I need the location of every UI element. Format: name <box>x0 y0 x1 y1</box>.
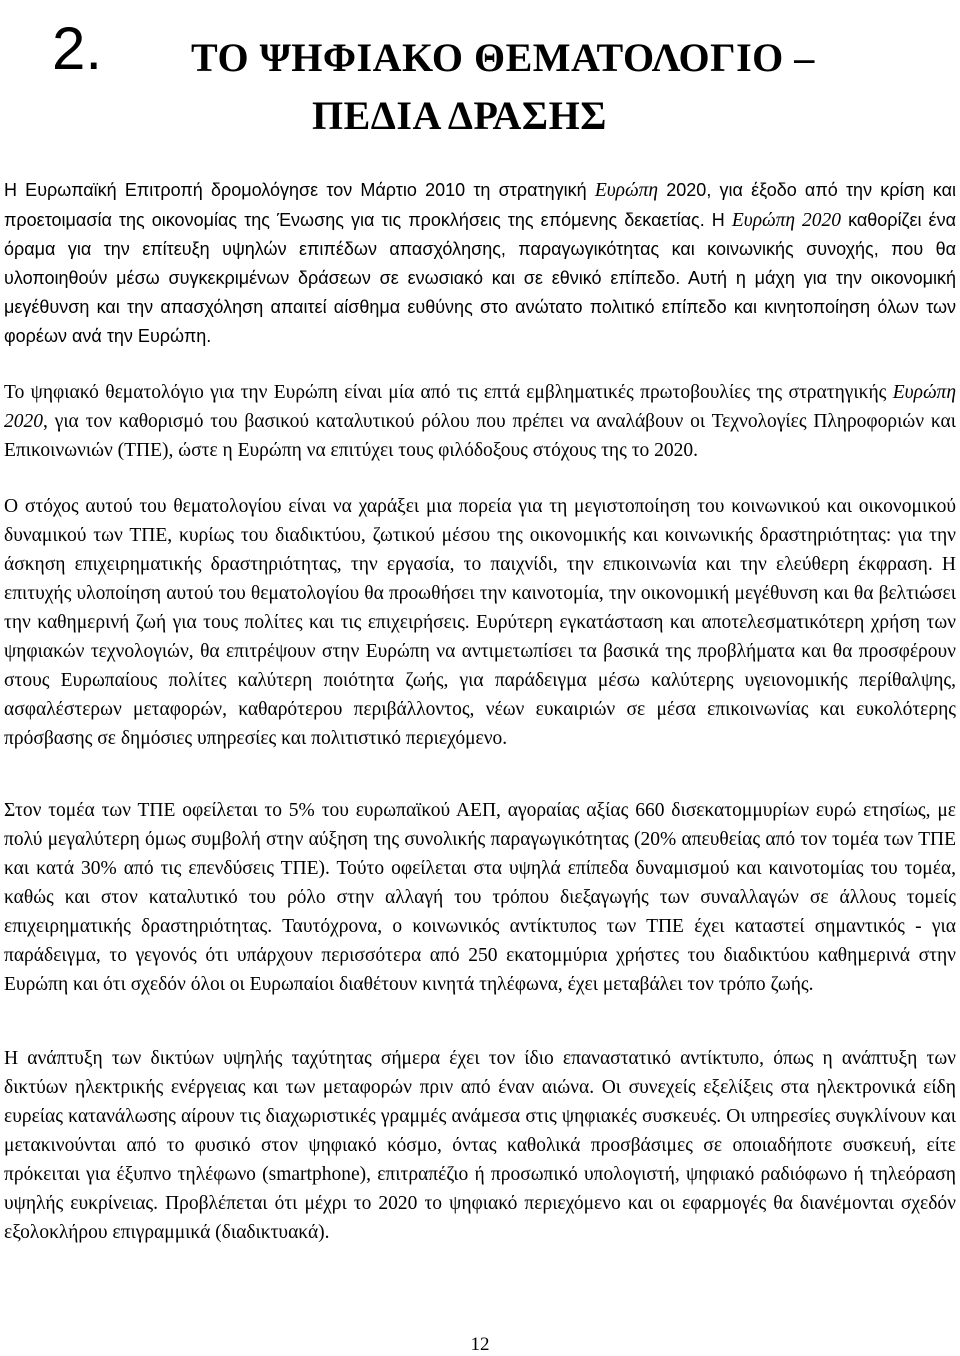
paragraph-2-emphasis: Ευρώπη 2020 <box>4 382 956 432</box>
paragraph-1-part-b: 2020, για έξοδο από την κρίση και προετοιμασία της οικονομίας της Ένωσης για τις προκλήσεις της επόμενης δεκαετίας. Η <box>4 180 956 230</box>
chapter-heading <box>52 14 952 138</box>
chapter-title-line-2: ΠΕΔΙΑ ΔΡΑΣΗΣ <box>312 93 607 138</box>
paragraph-1-emphasis-b: Ευρώπη 2020 <box>731 209 842 231</box>
paragraph-1-emphasis-a: Ευρώπη <box>594 180 659 201</box>
paragraph-5: Η ανάπτυξη των δικτύων υψηλής ταχύτητας σήμερα έχει τον ίδιο επαναστατικό αντίκτυπο, όπως η ανάπτυξη των δικτύων ηλεκτρικής ενέργειας και των μεταφορών πριν από έναν αιώνα. Οι συνεχείς εξελίξεις στα ηλεκτρονικά είδη ευρείας κατανάλωσης αίρουν τις διαχωριστικές γραμμές ανάμεσα στις ψηφιακές συσκευές. Οι υπηρεσίες συγκλίνουν και μετακινούνται από το φυσικό στον ψηφιακό κόσμο, όντας καθολικά προσβάσιμες σε οποιαδήποτε συσκευή, είτε πρόκειται για έξυπνο τηλέφωνο (smartphone), επιτραπέζιο ή προσωπικό υπολογιστή, ψηφιακό ραδιόφωνο ή τηλεόραση υψηλής ευκρίνειας. Προβλέπεται ότι μέχρι το 2020 το ψηφιακό περιεχόμενο και οι εφαρμογές θα διανέμονται σχεδόν εξολοκλήρου επιγραμμικά (διαδικτυακά). <box>4 1048 956 1243</box>
paragraph-2-part-b: , για τον καθορισμό του βασικού καταλυτικού ρόλου που πρέπει να αναλάβουν οι Τεχνολογίες Πληροφοριών και Επικοινωνιών (ΤΠΕ), ώστε η Ευρώπη να επιτύχει τους φιλόδοξους στόχους της το 2020. <box>4 411 956 461</box>
paragraph-1-part-c: καθορίζει ένα όραμα για την επίτευξη υψηλών επιπέδων απασχόλησης, παραγωγικότητας και κοινωνικής συνοχής, που θα υλοποιηθούν μέσω συγκεκριμένων δράσεων σε ενωσιακό και σε εθνικό επίπεδο. Αυτή η μάχη για την οικονομική μεγέθυνση και την απασχόληση απαιτεί αίσθημα ευθύνης στο ανώτατο πολιτικό επίπεδο και κινητοποίηση όλων των φορέων ανά την Ευρώπη. <box>4 209 956 346</box>
chapter-number: 2. <box>52 15 103 82</box>
page-number: 12 <box>470 1334 490 1355</box>
chapter-title-line-1: ΤΟ ΨΗΦΙΑΚΟ ΘΕΜΑΤΟΛΟΓΙΟ – <box>191 35 815 80</box>
paragraph-2-part-a: Το ψηφιακό θεματολόγιο για την Ευρώπη είναι μία από τις επτά εμβληματικές πρωτοβουλίες της στρατηγικής <box>4 382 893 403</box>
paragraph-2 <box>4 378 956 465</box>
paragraph-1-part-a: Η Ευρωπαϊκή Επιτροπή δρομολόγησε τον Μάρτιο 2010 τη στρατηγική <box>4 180 595 200</box>
paragraph-4: Στον τομέα των ΤΠΕ οφείλεται το 5% του ευρωπαϊκού ΑΕΠ, αγοραίας αξίας 660 δισεκατομμυρίων ευρώ ετησίως, με πολύ μεγαλύτερη όμως συμβολή στην αύξηση της συνολικής παραγωγικότητας (20% απευθείας από τον τομέα των ΤΠΕ και κατά 30% από τις επενδύσεις ΤΠΕ). Τούτο οφείλεται στα υψηλά επίπεδα δυναμισμού και καινοτομίας του τομέα, καθώς και στον καταλυτικό του ρόλο στην αλλαγή του τρόπου διεξαγωγής των συναλλαγών σε άλλους τομείς επιχειρηματικής δραστηριότητας. Ταυτόχρονα, ο κοινωνικός αντίκτυπος των ΤΠΕ έχει καταστεί σημαντικός - για παράδειγμα, το γεγονός ότι υπάρχουν περισσότερα από 250 εκατομμύρια χρήστες του διαδικτύου καθημερινά στην Ευρώπη και ότι σχεδόν όλοι οι Ευρωπαίοι διαθέτουν κινητά τηλέφωνα, έχει μεταβάλει τον τρόπο ζωής. <box>4 800 956 995</box>
paragraph-1 <box>4 176 956 350</box>
paragraph-3: Ο στόχος αυτού του θεματολογίου είναι να χαράξει μια πορεία για τη μεγιστοποίηση του κοινωνικού και οικονομικού δυναμικού των ΤΠΕ, κυρίως του διαδικτύου, ζωτικού μέσου της οικονομικής και κοινωνικής δραστηριότητας: για την άσκηση επιχειρηματικής δραστηριότητας, την εργασία, το παιχνίδι, την επικοινωνία και την ελεύθερη έκφραση. Η επιτυχής υλοποίηση αυτού του θεματολογίου θα προωθήσει την καινοτομία, την οικονομική μεγέθυνση και θα βελτιώσει την καθημερινή ζωή για τους πολίτες και τις επιχειρήσεις. Ευρύτερη εγκατάσταση και αποτελεσματικότερη χρήση των ψηφιακών τεχνολογιών, θα επιτρέψουν στην Ευρώπη να αντιμετωπίσει τα βασικά της προβλήματα και θα προσφέρουν στους Ευρωπαίους πολίτες καλύτερη ποιότητα ζωής, για παράδειγμα μέσω καλύτερης υγειονομικής περίθαλψης, ασφαλέστερων μεταφορών, καθαρότερου περιβάλλοντος, νέων ευκαιριών σε μέσα επικοινωνίας και ευκολότερης πρόσβασης σε δημόσιες υπηρεσίες και πολιτιστικό περιεχόμενο. <box>4 496 956 749</box>
